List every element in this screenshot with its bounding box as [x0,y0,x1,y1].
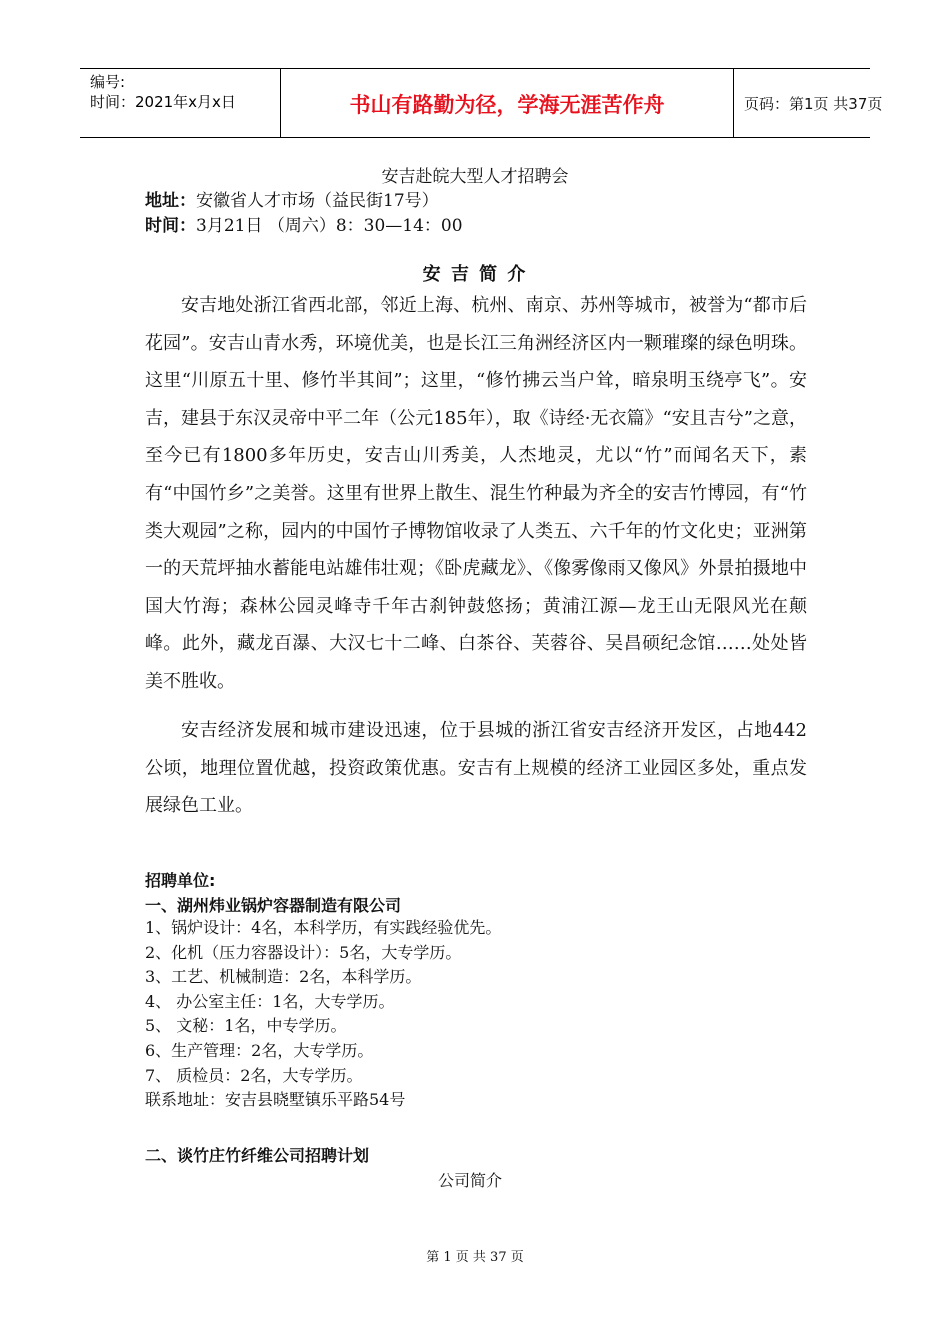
time-value: 3月21日 （周六）8：30—14：00 [196,216,463,236]
economy-paragraph: 安吉经济发展和城市建设迅速，位于县城的浙江省安吉经济开发区，占地442公顷，地理位置优越，投资政策优惠。安吉有上规模的经济工业园区多处，重点发展绿色工业。 [145,720,807,817]
company1-title: 一、湖州炜业锅炉容器制造有限公司 [145,896,402,915]
list-item: 7、 质检员：2名，大专学历。 [145,1065,363,1085]
list-item: 3、工艺、机械制造：2名，本科学历。 [145,967,422,987]
company1-list [145,916,825,1113]
header-center-cell [280,69,734,137]
list-item: 6、生产管理：2名，大专学历。 [145,1040,374,1060]
company2-title: 二、谈竹庄竹纤维公司招聘计划 [145,1146,370,1165]
list-item: 2、化机（压力容器设计）：5名，大专学历。 [145,942,462,962]
number-label: 编号: [90,73,126,91]
date-line: 时间：2021年x月x日 [90,93,236,111]
header-left-cell [80,69,280,137]
page-footer: 第 1 页 共 37 页 [426,1250,524,1265]
page-code: 页码：第1页 共37页 [744,95,883,113]
address-line [145,186,439,211]
contact-address: 联系地址：安吉县晓墅镇乐平路54号 [145,1090,406,1110]
motto: 书山有路勤为径，学海无涯苦作舟 [349,93,665,117]
intro-paragraph: 安吉地处浙江省西北部，邻近上海、杭州、南京、苏州等城市，被誉为“都市后花园”。安吉山青水秀，环境优美，也是长江三角洲经济区内一颗璀璨的绿色明珠。这里“川原五十里、修竹半其间”；这里，“修竹拂云当户耸，暗泉明玉绕亭飞”。安吉，建县于东汉灵帝中平二年（公元185年），取《诗经·无衣篇》“安且吉兮”之意，至今已有1800多年历史，安吉山川秀美，人杰地灵，尤以“竹”而闻名天下，素有“中国竹乡”之美誉。这里有世界上散生、混生竹种最为齐全的安吉竹博园，有“竹类大观园”之称，园内的中国竹子博物馆收录了人类五、六千年的竹文化史；亚洲第一的天荒坪抽水蓄能电站雄伟壮观；《卧虎藏龙》、《像雾像雨又像风》外景拍摄地中国大竹海；森林公园灵峰寺千年古刹钟鼓悠扬；黄浦江源—龙王山无限风光在颠峰。此外，藏龙百瀑、大汉七十二峰、白茶谷、芙蓉谷、吴昌硕纪念馆……处处皆美不胜收。 [145,295,807,692]
company2-subtitle: 公司简介 [438,1171,503,1190]
section-title: 安 吉 简 介 [422,264,528,285]
header-right-cell [734,69,883,137]
address-label: 地址： [145,191,196,211]
list-item: 4、 办公室主任：1名，大专学历。 [145,991,395,1011]
time-label: 时间： [145,216,196,236]
document-header [80,68,883,138]
doc-title: 安吉赴皖大型人才招聘会 [381,167,569,187]
time-line [145,211,463,236]
recruit-label: 招聘单位: [145,871,216,890]
list-item: 1、锅炉设计：4名，本科学历，有实践经验优先。 [145,918,502,937]
address-value: 安徽省人才市场（益民街17号） [196,191,439,211]
list-item: 5、 文秘：1名，中专学历。 [145,1016,347,1036]
